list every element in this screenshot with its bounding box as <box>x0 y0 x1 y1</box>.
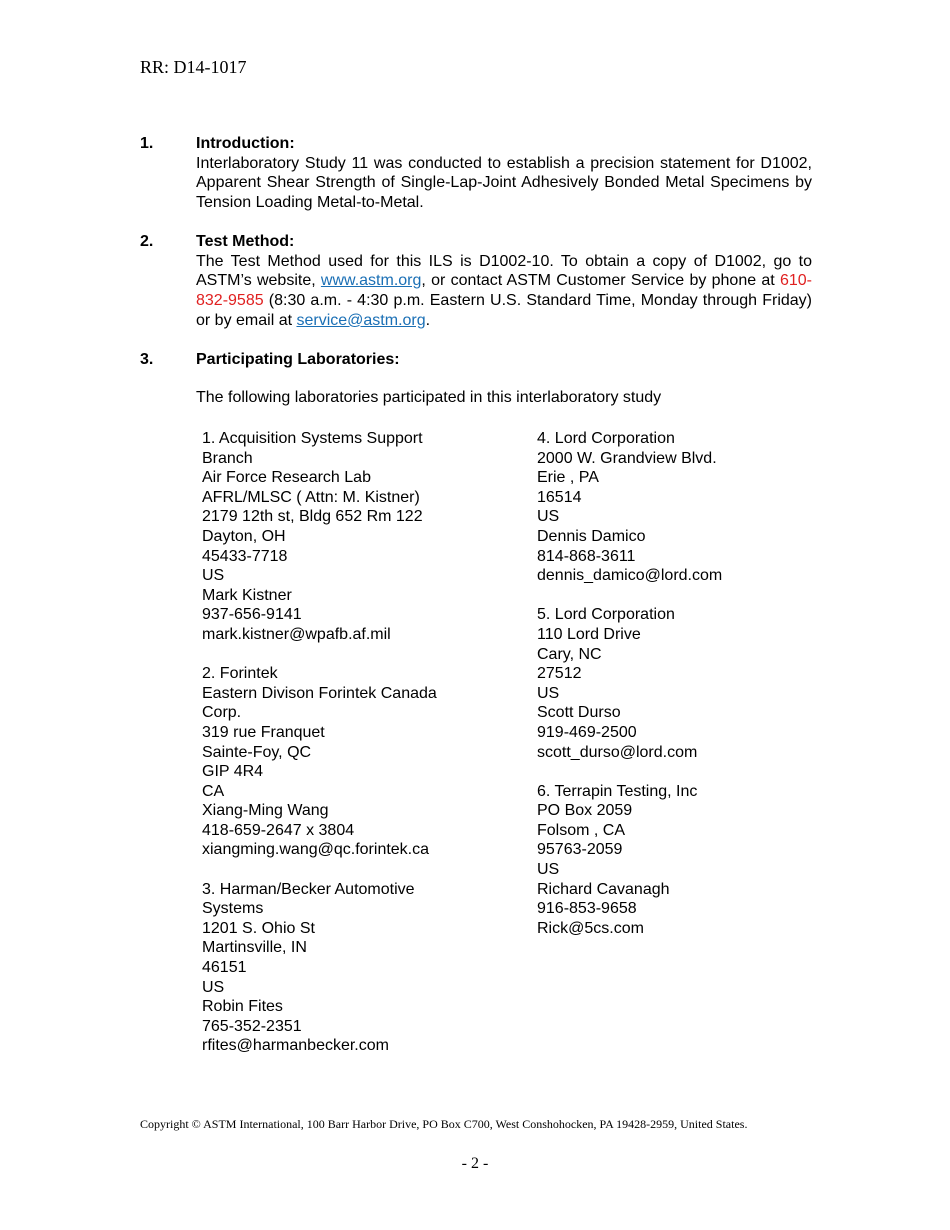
labs-intro-text: The following laboratories participated in this interlaboratory study <box>196 389 662 406</box>
section-text: Interlaboratory Study 11 was conducted to establish a precision statement for D1002, Apparent Shear Strength of Single-Lap-Joint Adhesively Bonded Metal Specimens by Tension Loading Metal-to-Metal. <box>196 154 812 212</box>
lab-line: 1201 S. Ohio St <box>202 919 315 937</box>
lab-line: Richard Cavanagh <box>537 880 670 898</box>
lab-line: US <box>537 684 560 702</box>
lab-line: 27512 <box>537 665 582 683</box>
lab-line: Branch <box>202 449 253 467</box>
lab-line: Sainte-Foy, QC <box>202 743 312 761</box>
lab-line: Folsom , CA <box>537 821 626 839</box>
lab-line: 418-659-2647 x 3804 <box>202 821 355 839</box>
copyright-footer: Copyright © ASTM International, 100 Barr Harbor Drive, PO Box C700, West Conshohocken, PA 19428-2959, United States. <box>140 1117 748 1131</box>
section-introduction <box>140 134 812 213</box>
lab-entry <box>537 782 837 939</box>
lab-line: 3. Harman/Becker Automotive <box>202 880 415 898</box>
lab-line: 5. Lord Corporation <box>537 606 675 624</box>
page-number: - 2 - <box>461 1155 489 1172</box>
lab-line: 95763-2059 <box>537 841 623 859</box>
lab-line: 1. Acquisition Systems Support <box>202 430 423 447</box>
lab-line: 2. Forintek <box>202 665 278 683</box>
lab-entry <box>537 429 837 586</box>
lab-line: Robin Fites <box>202 998 283 1016</box>
lab-line: CA <box>202 782 225 800</box>
lab-line: Martinsville, IN <box>202 939 307 957</box>
lab-line: US <box>202 978 225 996</box>
section-number: 3. <box>140 351 154 368</box>
lab-line: Systems <box>202 900 264 918</box>
service-email-link[interactable]: service@astm.org <box>296 311 426 329</box>
lab-line: 6. Terrapin Testing, Inc <box>537 782 698 800</box>
lab-line: 916-853-9658 <box>537 900 637 918</box>
section-title: Participating Laboratories: <box>196 351 400 368</box>
lab-line: Dennis Damico <box>537 527 646 545</box>
lab-line: 4. Lord Corporation <box>537 430 675 447</box>
text-segment: . <box>425 311 431 329</box>
lab-line: Erie , PA <box>537 469 599 487</box>
lab-line: Cary, NC <box>537 645 602 663</box>
lab-line: US <box>537 861 560 879</box>
labs-column-left <box>202 429 502 1076</box>
lab-entry <box>537 605 837 762</box>
lab-line: rfites@harmanbecker.com <box>202 1037 389 1055</box>
section-title: Introduction: <box>196 135 295 152</box>
lab-line: scott_durso@lord.com <box>537 743 698 761</box>
section-number: 1. <box>140 135 154 152</box>
lab-line: Scott Durso <box>537 704 621 722</box>
lab-line: GIP 4R4 <box>202 763 264 781</box>
section-title: Test Method: <box>196 233 295 250</box>
lab-line: Dayton, OH <box>202 527 286 545</box>
lab-line: 814-868-3611 <box>537 547 636 565</box>
lab-line: Air Force Research Lab <box>202 469 371 487</box>
lab-line: mark.kistner@wpafb.af.mil <box>202 625 391 643</box>
lab-entry <box>202 664 502 860</box>
lab-line: 16514 <box>537 488 582 506</box>
lab-line: Eastern Divison Forintek Canada <box>202 684 437 702</box>
section-number: 2. <box>140 233 154 250</box>
lab-line: 2179 12th st, Bldg 652 Rm 122 <box>202 508 423 526</box>
customer-service-phone: 610-832-9585 <box>196 272 812 310</box>
lab-line: Xiang-Ming Wang <box>202 802 329 820</box>
lab-line: PO Box 2059 <box>537 802 633 820</box>
lab-line: 2000 W. Grandview Blvd. <box>537 449 717 467</box>
lab-line: 765-352-2351 <box>202 1017 302 1035</box>
lab-line: 937-656-9141 <box>202 606 302 624</box>
text-segment: The Test Method used for this ILS is D1002-10. To obtain a copy of D1002, go to ASTM’s website, <box>196 252 812 290</box>
lab-line: 46151 <box>202 959 247 977</box>
section-text <box>196 252 812 331</box>
lab-line: US <box>537 508 560 526</box>
text-segment: (8:30 a.m. - 4:30 p.m. Eastern U.S. Standard Time, Monday through Friday) or by email at <box>196 292 812 329</box>
lab-line: 319 rue Franquet <box>202 723 325 741</box>
lab-line: 919-469-2500 <box>537 723 637 741</box>
section-test-method <box>140 232 812 331</box>
lab-line: US <box>202 567 225 585</box>
lab-line: Rick@5cs.com <box>537 919 644 937</box>
text-segment: , or contact ASTM Customer Service by phone at <box>421 272 780 290</box>
labs-column-right <box>537 429 837 958</box>
lab-entry <box>202 429 502 645</box>
lab-line: AFRL/MLSC ( Attn: M. Kistner) <box>202 488 420 506</box>
astm-website-link[interactable]: www.astm.org <box>320 272 422 290</box>
lab-line: dennis_damico@lord.com <box>537 567 723 585</box>
report-id: RR: D14-1017 <box>140 57 247 77</box>
lab-line: Mark Kistner <box>202 586 292 604</box>
lab-line: 110 Lord Drive <box>537 625 641 643</box>
section-participating-labs <box>140 350 812 370</box>
lab-line: xiangming.wang@qc.forintek.ca <box>202 841 430 859</box>
lab-line: Corp. <box>202 704 242 722</box>
lab-line: 45433-7718 <box>202 547 288 565</box>
lab-entry <box>202 880 502 1056</box>
